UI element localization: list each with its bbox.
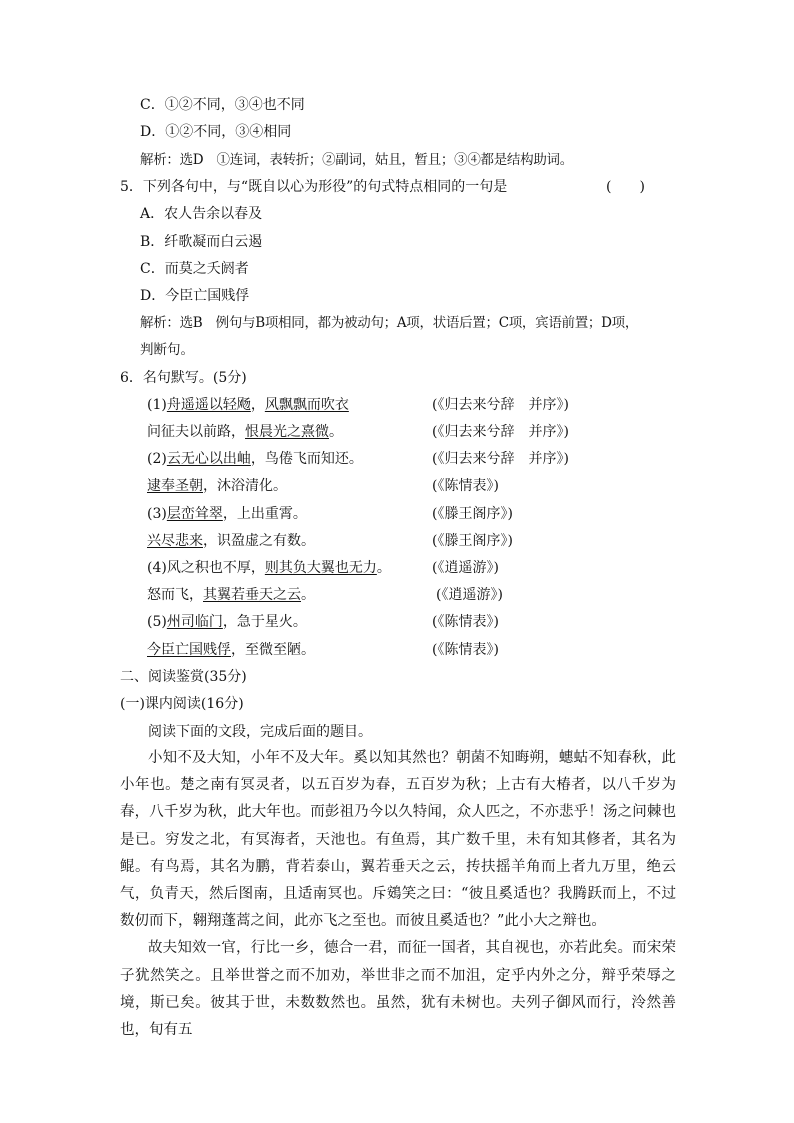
recitation-line (147, 532, 315, 550)
recitation-line (147, 450, 363, 468)
recitation-source: (《归去来兮辞 并序》) (432, 397, 569, 413)
recitation-line (147, 505, 307, 523)
recitation-number: (1) (147, 397, 167, 413)
passage-paragraph-2: 故夫知效一官，行比一乡，德合一君，而征一国者，其自视也，亦若此矣。而宋荣子犹然笑之。且举世誉之而不加劝，举世非之而不加沮，定乎内外之分，辩乎荣辱之境，斯已矣。彼其于世，未数数然也。虽然，犹有未树也。夫列子御风而行，泠然善也，旬有五 (120, 940, 676, 1039)
q5-option-a: A．农人告余以春及 (140, 206, 263, 222)
recitation-source: (《滕王阁序》) (432, 533, 513, 549)
recitation-answer: 层峦耸翠 (166, 506, 223, 522)
recitation-line (147, 641, 315, 659)
q5-blank: ( ) (606, 179, 645, 195)
recitation-line (147, 613, 307, 631)
recitation-answer: 兴尽悲来 (147, 533, 203, 549)
recitation-text: ，识盈虚之有数。 (203, 533, 315, 549)
q5-option-b: B．纤歌凝而白云遏 (140, 234, 263, 250)
recitation-source: (《滕王阁序》) (432, 506, 513, 522)
q6-heading: 6．名句默写。(5分) (120, 370, 247, 386)
recitation-text: ，沐浴清化。 (203, 478, 287, 494)
recitation-number: (4) (147, 560, 167, 576)
recitation-source: (《陈情表》) (432, 478, 499, 494)
recitation-text: 。 (376, 560, 391, 576)
recitation-number: (2) (147, 451, 167, 467)
recitation-source: (《陈情表》) (432, 642, 499, 658)
recitation-source: (《归去来兮辞 并序》) (432, 451, 569, 467)
recitation-text: 怒而飞， (147, 587, 203, 603)
recitation-line (147, 586, 315, 604)
recitation-text: ，鸟倦飞而知还。 (250, 451, 363, 467)
recitation-answer: 逮奉圣朝 (147, 478, 203, 494)
section-heading: 二、阅读鉴赏(35分) (120, 669, 247, 685)
q5-option-c: C．而莫之夭阏者 (140, 261, 249, 277)
recitation-text: ，急于星火。 (222, 614, 307, 630)
passage-paragraph-1: 小知不及大知，小年不及大年。奚以知其然也？朝菌不知晦朔，蟪蛄不知春秋，此小年也。楚之南有冥灵者，以五百岁为春，五百岁为秋；上古有大椿者，以八千岁为春，八千岁为秋，此大年也。而彭祖乃今以久特闻，众人匹之，不亦悲乎！汤之问棘也是已。穷发之北，有冥海者，天池也。有鱼焉，其广数千里，未有知其修者，其名为鲲。有鸟焉，其名为鹏，背若泰山，翼若垂天之云，抟扶摇羊角而上者九万里，绝云气，负青天，然后图南，且适南冥也。斥鴳笑之曰：“彼且奚适也？我腾跃而上，不过数仞而下，翱翔蓬蒿之间，此亦飞之至也。而彼且奚适也？”此小大之辩也。 (120, 750, 676, 930)
recitation-text: 风之积也不厚， (166, 560, 265, 576)
recitation-source: (《归去来兮辞 并序》) (432, 424, 569, 440)
recitation-answer: 风飘飘而吹衣 (264, 397, 349, 413)
recitation-answer: 今臣亡国贱俘 (147, 642, 231, 658)
recitation-text: 问征夫以前路， (147, 424, 245, 440)
q5-analysis-line1: 解析：选B 例句与B项相同，都为被动句；A项，状语后置；C项，宾语前置；D项， (140, 315, 639, 331)
recitation-text: ，上出重霄。 (222, 506, 307, 522)
recitation-line (147, 559, 391, 577)
recitation-text: 。 (301, 587, 315, 603)
subsection-heading: (一)课内阅读(16分) (120, 696, 244, 712)
recitation-answer: 则其负大翼也无力 (264, 560, 377, 576)
reading-instruction: 阅读下面的文段，完成后面的题目。 (148, 724, 372, 740)
recitation-answer: 云无心以出岫 (166, 451, 251, 467)
q5-analysis-line2: 判断句。 (140, 342, 194, 358)
recitation-text: ，至微至陋。 (231, 642, 315, 658)
recitation-line (147, 423, 343, 441)
recitation-text: ， (250, 397, 265, 413)
q4-option-d: D．①②不同，③④相同 (140, 124, 292, 140)
recitation-answer: 恨晨光之熹微 (245, 424, 329, 440)
recitation-source: (《逍遥游》) (436, 587, 503, 603)
q5-option-d: D．今臣亡国贱俘 (140, 288, 250, 304)
reading-passage (120, 745, 676, 1044)
q4-option-c: C．①②不同，③④也不同 (140, 97, 305, 113)
recitation-line (147, 396, 349, 414)
recitation-number: (5) (147, 614, 167, 630)
recitation-line (147, 477, 287, 495)
recitation-answer: 州司临门 (166, 614, 223, 630)
recitation-number: (3) (147, 506, 167, 522)
recitation-answer: 其翼若垂天之云 (203, 587, 301, 603)
q5-stem: 5．下列各句中，与“既自以心为形役”的句式特点相同的一句是 (120, 179, 508, 195)
q4-analysis: 解析：选D ①连词，表转折；②副词，姑且，暂且；③④都是结构助词。 (140, 152, 573, 168)
recitation-answer: 舟遥遥以轻飏 (166, 397, 251, 413)
recitation-text: 。 (329, 424, 343, 440)
recitation-source: (《陈情表》) (432, 614, 499, 630)
recitation-source: (《逍遥游》) (432, 560, 499, 576)
